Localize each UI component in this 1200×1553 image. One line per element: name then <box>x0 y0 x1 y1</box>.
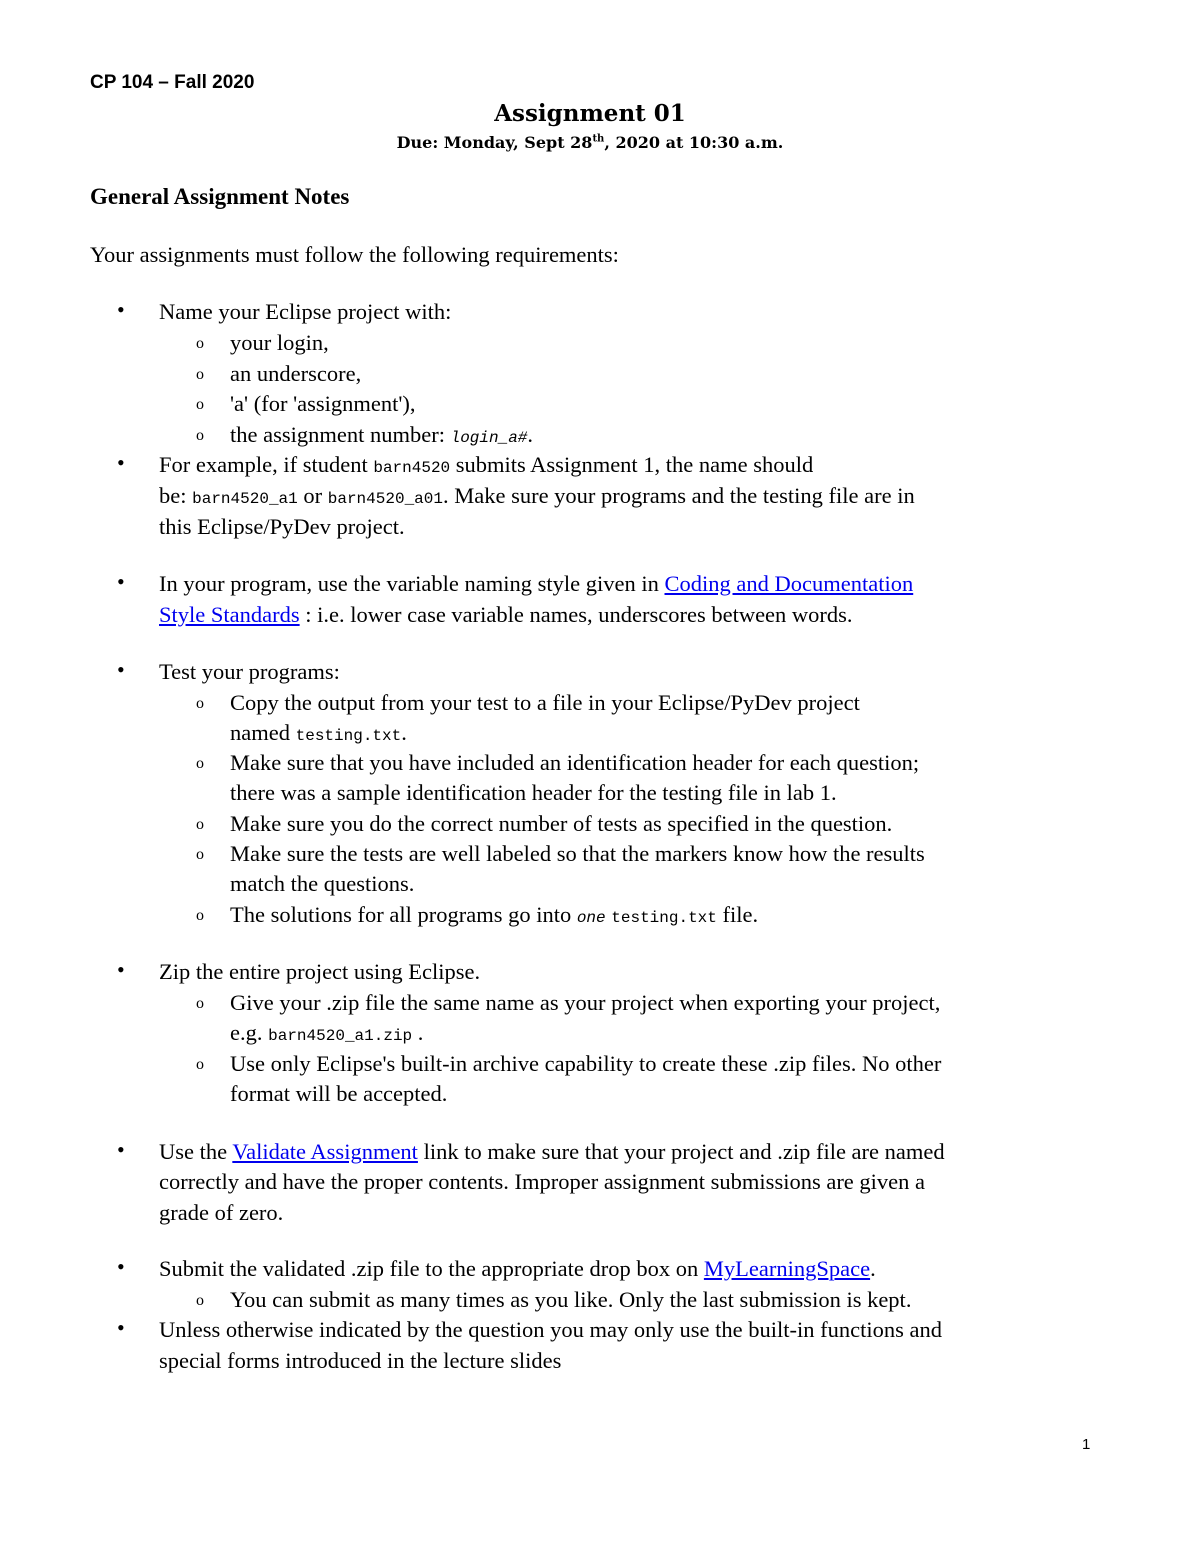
sub-list-item: your login, <box>230 330 329 355</box>
mylearningspace-link[interactable]: MyLearningSpace <box>703 1256 871 1281</box>
bullet-dot: • <box>117 450 125 475</box>
bullet-dot: • <box>117 1137 125 1162</box>
sub-list-item: the assignment number: login_a#. <box>230 422 534 447</box>
sub-list-item-continuation: format will be accepted. <box>230 1081 448 1106</box>
sub-list-item: Copy the output from your test to a file in your Eclipse/PyDev project <box>230 690 860 715</box>
page-number: 1 <box>1082 1436 1091 1453</box>
sub-bullet-marker: o <box>196 755 204 772</box>
sub-bullet-marker: o <box>196 396 204 413</box>
sub-list-item: 'a' (for 'assignment'), <box>230 391 416 416</box>
list-item-continuation: grade of zero. <box>159 1200 284 1225</box>
sub-bullet-marker: o <box>196 695 204 712</box>
sub-list-item: Give your .zip file the same name as your project when exporting your project, <box>230 990 941 1015</box>
sub-list-item: Make sure you do the correct number of tests as specified in the question. <box>230 811 893 836</box>
sub-bullet-marker: o <box>196 995 204 1012</box>
list-item-continuation: special forms introduced in the lecture slides <box>159 1348 562 1373</box>
page-title: Assignment 01 <box>494 100 686 127</box>
sub-list-item: Make sure the tests are well labeled so that the markers know how the results <box>230 841 925 866</box>
section-heading: General Assignment Notes <box>90 184 350 209</box>
list-item: Unless otherwise indicated by the question you may only use the built-in functions and <box>159 1317 942 1342</box>
bullet-dot: • <box>117 1315 125 1340</box>
list-item-continuation: this Eclipse/PyDev project. <box>159 514 405 539</box>
sub-list-item: Make sure that you have included an identification header for each question; <box>230 750 920 775</box>
list-item: Use the Validate Assignment link to make sure that your project and .zip file are named <box>159 1139 945 1164</box>
list-item-continuation: be: barn4520_a1 or barn4520_a01. Make sure your programs and the testing file are in <box>159 483 915 508</box>
bullet-dot: • <box>117 657 125 682</box>
list-item-continuation: correctly and have the proper contents. Improper assignment submissions are given a <box>159 1169 926 1194</box>
due-date: Due: Monday, Sept 28th, 2020 at 10:30 a.m. <box>396 133 784 152</box>
bullet-dot: • <box>117 297 125 322</box>
sub-list-item: You can submit as many times as you like. Only the last submission is kept. <box>230 1287 912 1312</box>
course-header: CP 104 – Fall 2020 <box>90 72 255 93</box>
sub-list-item: Use only Eclipse's built-in archive capability to create these .zip files. No other <box>230 1051 942 1076</box>
bullet-dot: • <box>117 1254 125 1279</box>
list-item: Submit the validated .zip file to the appropriate drop box on MyLearningSpace. <box>159 1256 876 1281</box>
sub-list-item: The solutions for all programs go into one testing.txt file. <box>230 902 759 927</box>
sub-list-item-continuation: match the questions. <box>230 871 415 896</box>
list-item: Name your Eclipse project with: <box>159 299 452 324</box>
list-item: For example, if student barn4520 submits Assignment 1, the name should <box>159 452 814 477</box>
coding-standards-link[interactable]: Coding and Documentation <box>664 571 914 596</box>
sub-bullet-marker: o <box>196 1056 204 1073</box>
sub-bullet-marker: o <box>196 335 204 352</box>
sub-list-item-continuation: e.g. barn4520_a1.zip . <box>230 1020 424 1045</box>
sub-bullet-marker: o <box>196 366 204 383</box>
intro-text: Your assignments must follow the following requirements: <box>90 242 619 267</box>
bullet-dot: • <box>117 957 125 982</box>
sub-list-item: an underscore, <box>230 361 362 386</box>
sub-bullet-marker: o <box>196 846 204 863</box>
sub-bullet-marker: o <box>196 816 204 833</box>
bullet-dot: • <box>117 569 125 594</box>
sub-list-item-continuation: named testing.txt. <box>230 720 407 745</box>
sub-list-item-continuation: there was a sample identification header for the testing file in lab 1. <box>230 780 837 805</box>
list-item: In your program, use the variable naming style given in Coding and Documentation <box>159 571 914 596</box>
list-item-continuation: Style Standards : i.e. lower case variable names, underscores between words. <box>159 602 853 627</box>
sub-bullet-marker: o <box>196 907 204 924</box>
style-standards-link[interactable]: Style Standards <box>159 602 300 627</box>
sub-bullet-marker: o <box>196 1292 204 1309</box>
sub-bullet-marker: o <box>196 427 204 444</box>
validate-assignment-link[interactable]: Validate Assignment <box>232 1139 418 1164</box>
list-item: Test your programs: <box>159 659 340 684</box>
list-item: Zip the entire project using Eclipse. <box>159 959 481 984</box>
